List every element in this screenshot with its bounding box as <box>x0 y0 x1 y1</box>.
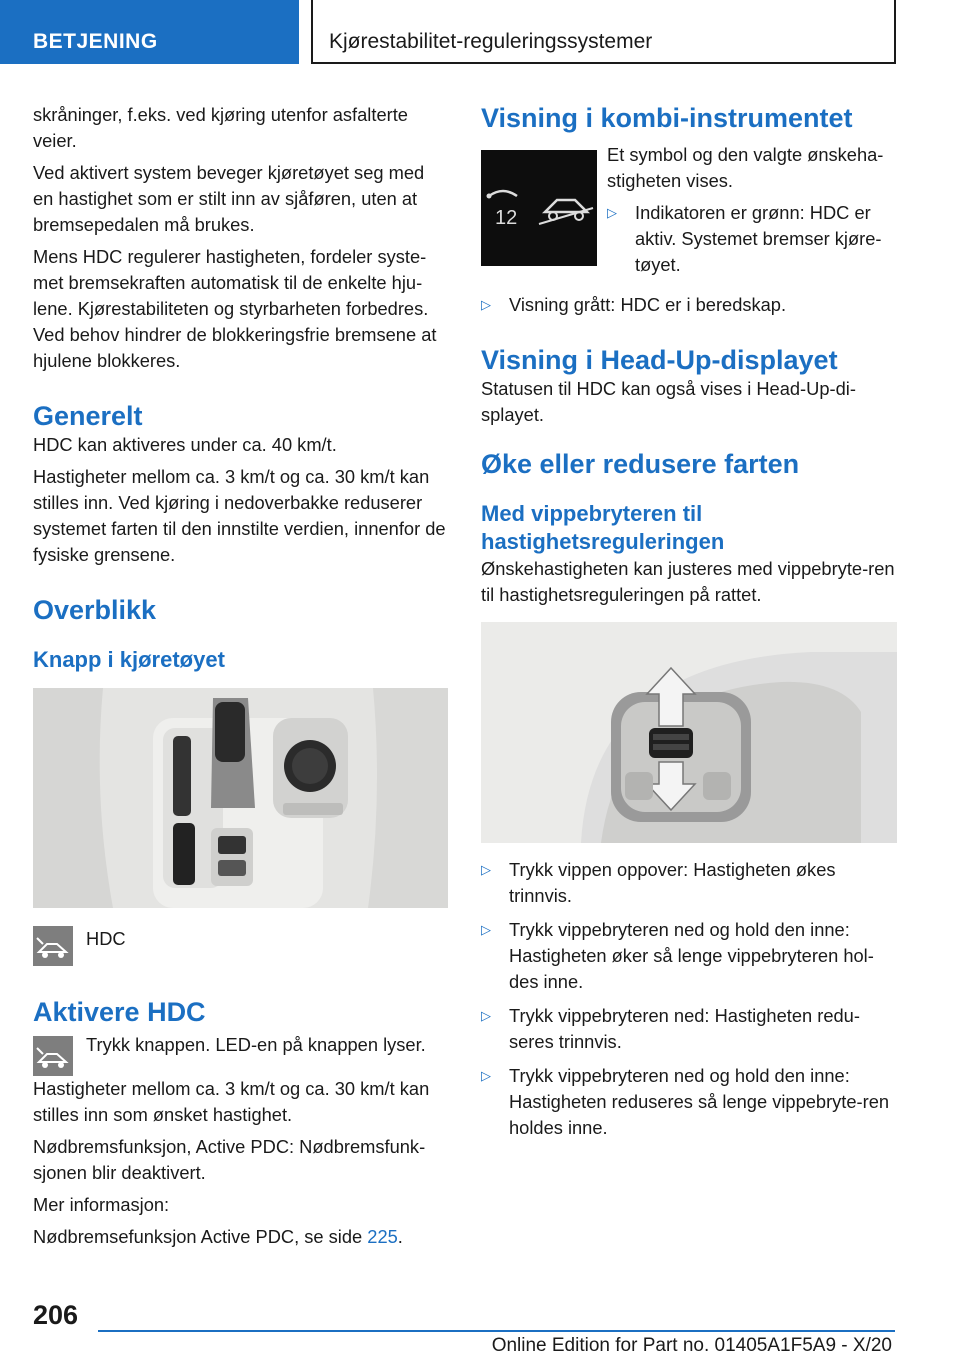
right-column <box>481 102 897 1149</box>
heading-generelt: Generelt <box>33 401 143 431</box>
vippe-bullet-2: ▷ Trykk vippebryteren ned: Hastigheten redu-seres trinnvis. <box>481 1005 860 1052</box>
aktivere-paragraph-2: Hastigheter mellom ca. 3 km/t og ca. 30 km/t kan stilles inn som ønsket hastighet. <box>33 1078 430 1125</box>
vippe-paragraph: Ønskehastigheten kan justeres med vippebryte-ren til hastighetsreguleringen på rattet. <box>481 558 895 605</box>
triangle-bullet-icon: ▷ <box>481 1008 491 1023</box>
hdc-legend <box>33 926 448 966</box>
section-tab: BETJENING <box>0 0 299 64</box>
triangle-bullet-icon: ▷ <box>481 862 491 877</box>
aktivere-paragraph-3: Nødbremsfunksjon, Active PDC: Nødbremsfunk-sjonen blir deaktivert. <box>33 1136 426 1183</box>
vippe-bullet-1: ▷ Trykk vippebryteren ned og hold den inne: Hastigheten øker så lenge vippebryteren hol-des inne. <box>481 919 874 992</box>
kombi-bullet-1: ▷ Visning grått: HDC er i beredskap. <box>481 292 897 318</box>
edition-text: Online Edition for Part no. 01405A1F5A9 - X/20 <box>491 1335 892 1356</box>
footer-divider <box>98 1330 895 1332</box>
heading-oke: Øke eller redusere farten <box>481 449 800 479</box>
aktivere-paragraph-5 <box>33 1224 448 1250</box>
triangle-bullet-icon: ▷ <box>481 922 491 937</box>
aktivere-paragraph-1: Trykk knappen. LED-en på knappen lyser. <box>86 1034 426 1055</box>
console-photo <box>33 688 448 908</box>
reference-end: . <box>397 1226 403 1247</box>
triangle-bullet-icon: ▷ <box>481 1068 491 1083</box>
heading-vippe: Med vippebryteren til hastighetsreguleringen <box>481 501 725 554</box>
heading-hud: Visning i Head-Up-displayet <box>481 345 838 375</box>
vippe-bullet-3: ▷ Trykk vippebryteren ned og hold den inne: Hastigheten reduseres så lenge vippebryte-ren holdes inne. <box>481 1065 890 1138</box>
intro-paragraph-2: Ved aktivert system beveger kjøretøyet seg med en hastighet som er stilt inn av sjåføren, uten at bremsepedalen må brukes. <box>33 162 425 235</box>
page-number: 206 <box>33 1300 79 1330</box>
chapter-title: Kjørestabilitet-reguleringssystemer <box>311 0 896 64</box>
left-column <box>33 102 448 1256</box>
kombi-display-image <box>481 150 597 266</box>
vippe-bullet-list <box>481 857 897 1141</box>
intro-paragraph-1: skråninger, f.eks. ved kjøring utenfor asfalterte veier. <box>33 104 408 151</box>
heading-knapp: Knapp i kjøretøyet <box>33 647 225 672</box>
triangle-bullet-icon: ▷ <box>481 297 491 312</box>
generelt-paragraph-1: HDC kan aktiveres under ca. 40 km/t. <box>33 434 337 455</box>
steering-wheel-rocker-photo <box>481 622 897 843</box>
page-reference-link[interactable]: 225 <box>367 1226 398 1247</box>
kombi-paragraph: Et symbol og den valgte ønskeha-stigheten vises. <box>607 144 884 191</box>
hud-paragraph: Statusen til HDC kan også vises i Head-Up-di-splayet. <box>481 378 856 425</box>
heading-overblikk: Overblikk <box>33 595 157 625</box>
kombi-block <box>481 142 897 286</box>
kombi-bullet-0: ▷ Indikatoren er grønn: HDC er aktiv. Systemet bremser kjøre-tøyet. <box>607 202 882 275</box>
kombi-speed-value: 12 <box>495 207 518 229</box>
aktivere-paragraph-4: Mer informasjon: <box>33 1194 170 1215</box>
heading-aktivere: Aktivere HDC <box>33 997 206 1027</box>
kombi-text-block <box>607 142 897 286</box>
hdc-button-icon <box>33 1036 73 1076</box>
vippe-bullet-0: ▷ Trykk vippen oppover: Hastigheten økes trinnvis. <box>481 859 836 906</box>
heading-kombi: Visning i kombi-instrumentet <box>481 103 853 133</box>
kombi-bullet-list <box>607 200 897 278</box>
generelt-paragraph-2: Hastigheter mellom ca. 3 km/t og ca. 30 km/t kan stilles inn. Ved kjøring i nedoverbakke reduserer systemet farten til den innstilte verdien, innenfor de fysiske grensene. <box>33 466 446 565</box>
hdc-label: HDC <box>86 928 126 949</box>
hdc-car-descent-icon <box>33 926 73 966</box>
aktivere-icon-row <box>33 1032 448 1076</box>
triangle-bullet-icon: ▷ <box>607 205 617 220</box>
reference-text: Nødbremsefunksjon Active PDC, se side <box>33 1226 368 1247</box>
intro-paragraph-3: Mens HDC regulerer hastigheten, fordeler syste-met bremsekraften automatisk til de enkelte hju-lene. Kjørestabiliteten og styrbarheten forbedres. Ved behov hindrer de blokkeringsfrie bremsene at hjulene blokkeres. <box>33 246 437 371</box>
kombi-bullet-list-2 <box>481 292 897 318</box>
